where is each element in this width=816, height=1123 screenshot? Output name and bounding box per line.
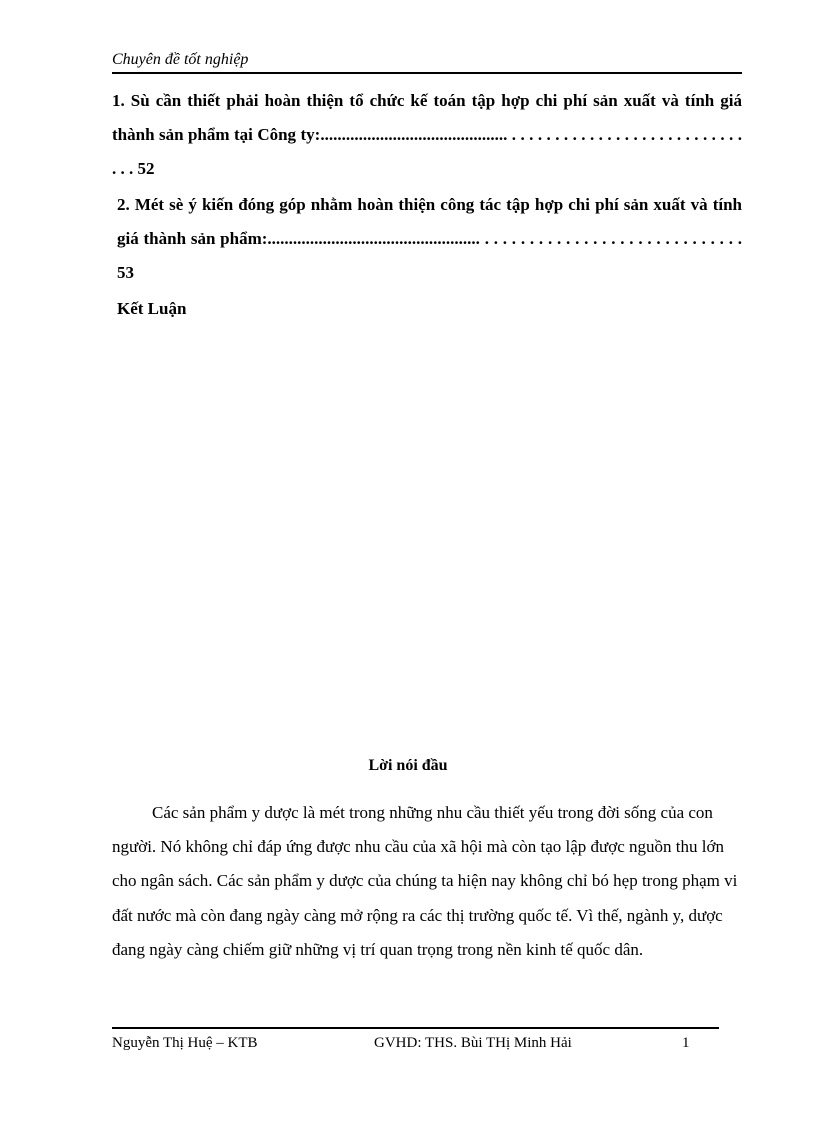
- footer-advisor: GVHD: THS. Bùi THị Minh Hải: [374, 1035, 572, 1051]
- page-number: 1: [682, 1035, 690, 1051]
- intro-paragraph: Các sản phẩm y dược là mét trong những nhu cầu thiết yếu trong đời sống của con người. Nó không chỉ đáp ứng được nhu cầu của xã hội mà còn tạo lập được nguồn thu lớn cho ngân sách. Các sản phẩm y dược của chúng ta hiện nay không chỉ bó hẹp trong phạm vi đất nước mà còn đang ngày càng mở rộng ra các thị trường quốc tế. Vì thế, ngành y, dược đang ngày càng chiếm giữ những vị trí quan trọng trong nền kinh tế quốc dân.: [112, 803, 738, 959]
- toc-entry-1: 1. Sù cần thiết phải hoàn thiện tổ chức kế toán tập hợp chi phí sản xuất và tính giá thành sản phẩm tại Công ty:............................................ . . . . . . . . . . . . . . . . . . . . . . . . . . . . . . 52: [112, 91, 742, 178]
- header-divider: [112, 72, 742, 74]
- toc-entry-2: 2. Mét sè ý kiến đóng góp nhằm hoàn thiện công tác tập hợp chi phí sản xuất và tính giá thành sản phẩm:.................................................. . . . . . . . . . . . . . . . . . . . . . . . . . . . . . 53: [117, 195, 742, 282]
- toc-conclusion: Kết Luận: [117, 299, 187, 318]
- footer-divider: [112, 1027, 719, 1029]
- running-header-title: Chuyên đề tốt nghiệp: [112, 51, 249, 68]
- table-of-contents: [112, 84, 742, 326]
- section-heading: Lời nói đầu: [368, 757, 448, 774]
- footer-author: Nguyễn Thị Huệ – KTB: [112, 1035, 258, 1051]
